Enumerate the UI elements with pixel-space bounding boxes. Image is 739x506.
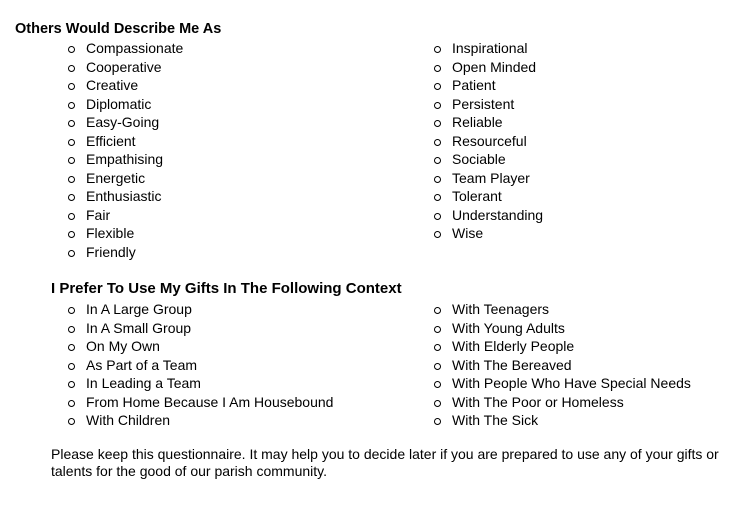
list-item <box>68 95 183 114</box>
list-item-label: Understanding <box>452 206 544 223</box>
list-item <box>68 374 333 393</box>
context-list-left <box>68 300 333 430</box>
list-item <box>434 39 543 58</box>
list-item <box>434 224 543 243</box>
list-item-label: Fair <box>86 206 111 223</box>
list-item <box>434 95 543 114</box>
list-item-label: Flexible <box>86 225 135 241</box>
circle-bullet-icon <box>434 363 441 370</box>
list-item-label: Diplomatic <box>86 95 152 112</box>
circle-bullet-icon <box>434 176 441 183</box>
list-item <box>68 58 183 77</box>
list-item-label: Tolerant <box>452 188 502 204</box>
list-item <box>68 356 333 375</box>
list-item <box>68 337 333 356</box>
list-item-label: As Part of a Team <box>86 356 198 373</box>
list-item <box>68 39 183 58</box>
circle-bullet-icon <box>434 139 441 146</box>
list-item <box>68 113 183 132</box>
list-item <box>434 169 543 188</box>
circle-bullet-icon <box>434 344 441 351</box>
list-item-label: From Home Because I Am Housebound <box>86 393 334 410</box>
list-item <box>68 169 183 188</box>
circle-bullet-icon <box>68 83 75 90</box>
list-item-label: Persistent <box>452 95 515 112</box>
circle-bullet-icon <box>68 139 75 146</box>
list-item-label: With The Poor or Homeless <box>452 393 624 410</box>
list-item <box>434 356 691 375</box>
circle-bullet-icon <box>68 65 75 72</box>
circle-bullet-icon <box>68 326 75 333</box>
circle-bullet-icon <box>434 307 441 314</box>
circle-bullet-icon <box>68 157 75 164</box>
list-item <box>68 224 183 243</box>
list-item <box>434 374 691 393</box>
circle-bullet-icon <box>434 46 441 53</box>
list-item <box>68 206 183 225</box>
circle-bullet-icon <box>68 381 75 388</box>
list-item-label: Sociable <box>452 151 506 167</box>
list-item-label: With The Bereaved <box>452 356 572 373</box>
list-item-label: In A Large Group <box>86 301 192 317</box>
list-item-label: Enthusiastic <box>86 188 162 204</box>
circle-bullet-icon <box>434 326 441 333</box>
list-item-label: Resourceful <box>452 132 527 149</box>
circle-bullet-icon <box>68 176 75 183</box>
list-item-label: On My Own <box>86 338 160 354</box>
circle-bullet-icon <box>68 363 75 370</box>
closing-note: Please keep this questionnaire. It may help you to decide later if you are prepared to use any of your gifts or talents for the good of our parish community. <box>51 446 719 479</box>
circle-bullet-icon <box>434 213 441 220</box>
list-item-label: Compassionate <box>86 40 184 56</box>
circle-bullet-icon <box>434 231 441 238</box>
section-heading-describe-me: Others Would Describe Me As <box>15 21 222 37</box>
list-item-label: In Leading a Team <box>86 375 201 391</box>
list-item <box>68 319 333 338</box>
list-item-label: Team Player <box>452 169 530 186</box>
list-item-label: Reliable <box>452 114 503 130</box>
list-item-label: With Young Adults <box>452 319 565 336</box>
circle-bullet-icon <box>434 157 441 164</box>
list-item <box>434 319 691 338</box>
list-item <box>434 411 691 430</box>
list-item <box>434 58 543 77</box>
list-item <box>68 132 183 151</box>
list-item <box>434 150 543 169</box>
list-item-label: Energetic <box>86 169 146 186</box>
list-item <box>434 206 543 225</box>
circle-bullet-icon <box>68 250 75 257</box>
list-item-label: Open Minded <box>452 58 537 75</box>
list-item-label: In A Small Group <box>86 319 192 336</box>
circle-bullet-icon <box>434 400 441 407</box>
circle-bullet-icon <box>68 418 75 425</box>
list-item-label: Empathising <box>86 151 164 167</box>
circle-bullet-icon <box>68 213 75 220</box>
list-item-label: Efficient <box>86 132 136 149</box>
list-item-label: Friendly <box>86 243 136 260</box>
list-item <box>68 150 183 169</box>
circle-bullet-icon <box>434 194 441 201</box>
circle-bullet-icon <box>434 418 441 425</box>
list-item <box>68 243 183 262</box>
context-list-right <box>434 300 691 430</box>
section-heading-context: I Prefer To Use My Gifts In The Following Context <box>51 280 402 297</box>
describe-me-list-left <box>68 39 183 261</box>
list-item-label: Creative <box>86 77 139 93</box>
list-item <box>434 393 691 412</box>
circle-bullet-icon <box>434 102 441 109</box>
list-item <box>68 411 333 430</box>
list-item <box>434 76 543 95</box>
circle-bullet-icon <box>68 400 75 407</box>
list-item-label: With Elderly People <box>452 338 575 354</box>
list-item-label: Easy-Going <box>86 114 160 130</box>
list-item-label: Patient <box>452 77 496 93</box>
list-item <box>434 187 543 206</box>
circle-bullet-icon <box>68 344 75 351</box>
list-item <box>434 113 543 132</box>
circle-bullet-icon <box>434 381 441 388</box>
list-item <box>434 132 543 151</box>
circle-bullet-icon <box>434 65 441 72</box>
circle-bullet-icon <box>68 231 75 238</box>
circle-bullet-icon <box>434 120 441 127</box>
circle-bullet-icon <box>68 120 75 127</box>
list-item-label: Inspirational <box>452 40 528 56</box>
list-item-label: With People Who Have Special Needs <box>452 375 691 391</box>
list-item <box>68 300 333 319</box>
list-item <box>68 187 183 206</box>
list-item-label: Wise <box>452 225 484 241</box>
list-item <box>68 393 333 412</box>
circle-bullet-icon <box>68 307 75 314</box>
list-item <box>434 337 691 356</box>
list-item <box>68 76 183 95</box>
list-item-label: With Teenagers <box>452 301 550 317</box>
list-item-label: With The Sick <box>452 412 539 428</box>
circle-bullet-icon <box>68 46 75 53</box>
circle-bullet-icon <box>68 194 75 201</box>
list-item-label: Cooperative <box>86 58 162 75</box>
circle-bullet-icon <box>68 102 75 109</box>
circle-bullet-icon <box>434 83 441 90</box>
describe-me-list-right <box>434 39 543 243</box>
list-item <box>434 300 691 319</box>
list-item-label: With Children <box>86 412 171 428</box>
